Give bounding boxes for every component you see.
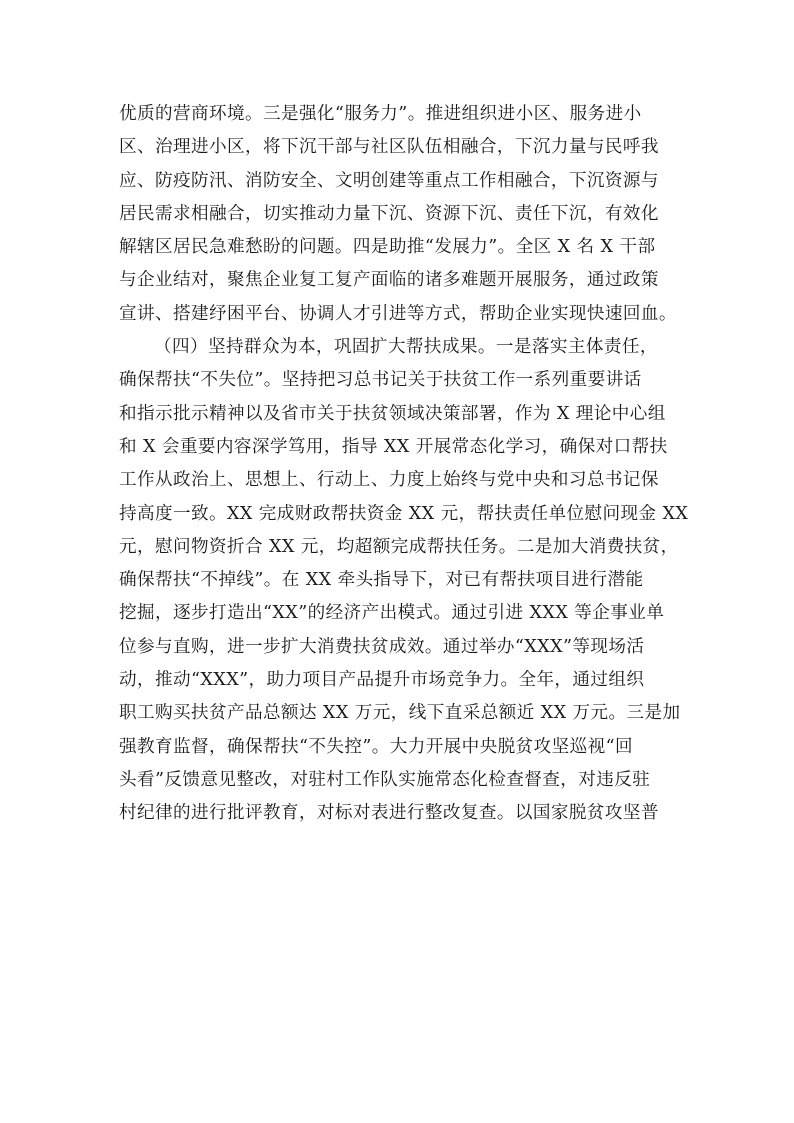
text-line: 与企业结对，聚焦企业复工复产面临的诸多难题开展服务，通过政策	[119, 270, 659, 291]
text-line: 宣讲、搭建纾困平台、协调人才引进等方式，帮助企业实现快速回血。	[119, 303, 677, 324]
text-line: 和 X 会重要内容深学笃用，指导 XX 开展常态化学习，确保对口帮扶	[119, 436, 668, 457]
text-line: 动，推动“XXX”，助力项目产品提升市场竞争力。全年，通过组织	[119, 670, 645, 691]
text-line: 持高度一致。XX 完成财政帮扶资金 XX 元，帮扶责任单位慰问现金 XX	[119, 503, 689, 524]
text-line: 头看”反馈意见整改，对驻村工作队实施常态化检查督查，对违反驻	[119, 769, 651, 790]
text-line: 挖掘，逐步打造出“XX”的经济产出模式。通过引进 XXX 等企事业单	[119, 603, 665, 624]
text-line: 职工购买扶贫产品总额达 XX 万元，线下直采总额近 XX 万元。三是加	[119, 703, 681, 724]
text-line: 应、防疫防汛、消防安全、文明创建等重点工作相融合，下沉资源与	[119, 170, 659, 191]
text-line: 优质的营商环境。三是强化“服务力”。推进组织进小区、服务进小	[119, 104, 642, 124]
text-line: 区、治理进小区，将下沉干部与社区队伍相融合，下沉力量与民呼我	[119, 137, 659, 158]
text-line: 居民需求相融合，切实推动力量下沉、资源下沉、责任下沉，有效化	[119, 203, 659, 224]
text-line: 强教育监督，确保帮扶“不失控”。大力开展中央脱贫攻坚巡视“回	[119, 736, 634, 757]
text-line: 工作从政治上、思想上、行动上、力度上始终与党中央和习总书记保	[119, 470, 659, 491]
text-line: 和指示批示精神以及省市关于扶贫领域决策部署，作为 X 理论中心组	[119, 403, 666, 424]
text-line: 位参与直购，进一步扩大消费扶贫成效。通过举办“XXX”等现场活	[119, 636, 645, 657]
text-line: 村纪律的进行批评教育，对标对表进行整改复查。以国家脱贫攻坚普	[119, 803, 659, 824]
text-line: 解辖区居民急难愁盼的问题。四是助推“发展力”。全区 X 名 X 干部	[119, 237, 656, 258]
text-line: 元，慰问物资折合 XX 元，均超额完成帮扶任务。二是加大消费扶贫，	[119, 536, 679, 557]
body-text	[119, 98, 689, 831]
text-line: 确保帮扶“不失位”。坚持把习总书记关于扶贫工作一系列重要讲话	[119, 370, 642, 391]
paragraph-heading-line: （四）坚持群众为本，巩固扩大帮扶成果。一是落实主体责任，	[154, 337, 658, 358]
text-line: 确保帮扶“不掉线”。在 XX 牵头指导下，对已有帮扶项目进行潜能	[119, 570, 644, 591]
